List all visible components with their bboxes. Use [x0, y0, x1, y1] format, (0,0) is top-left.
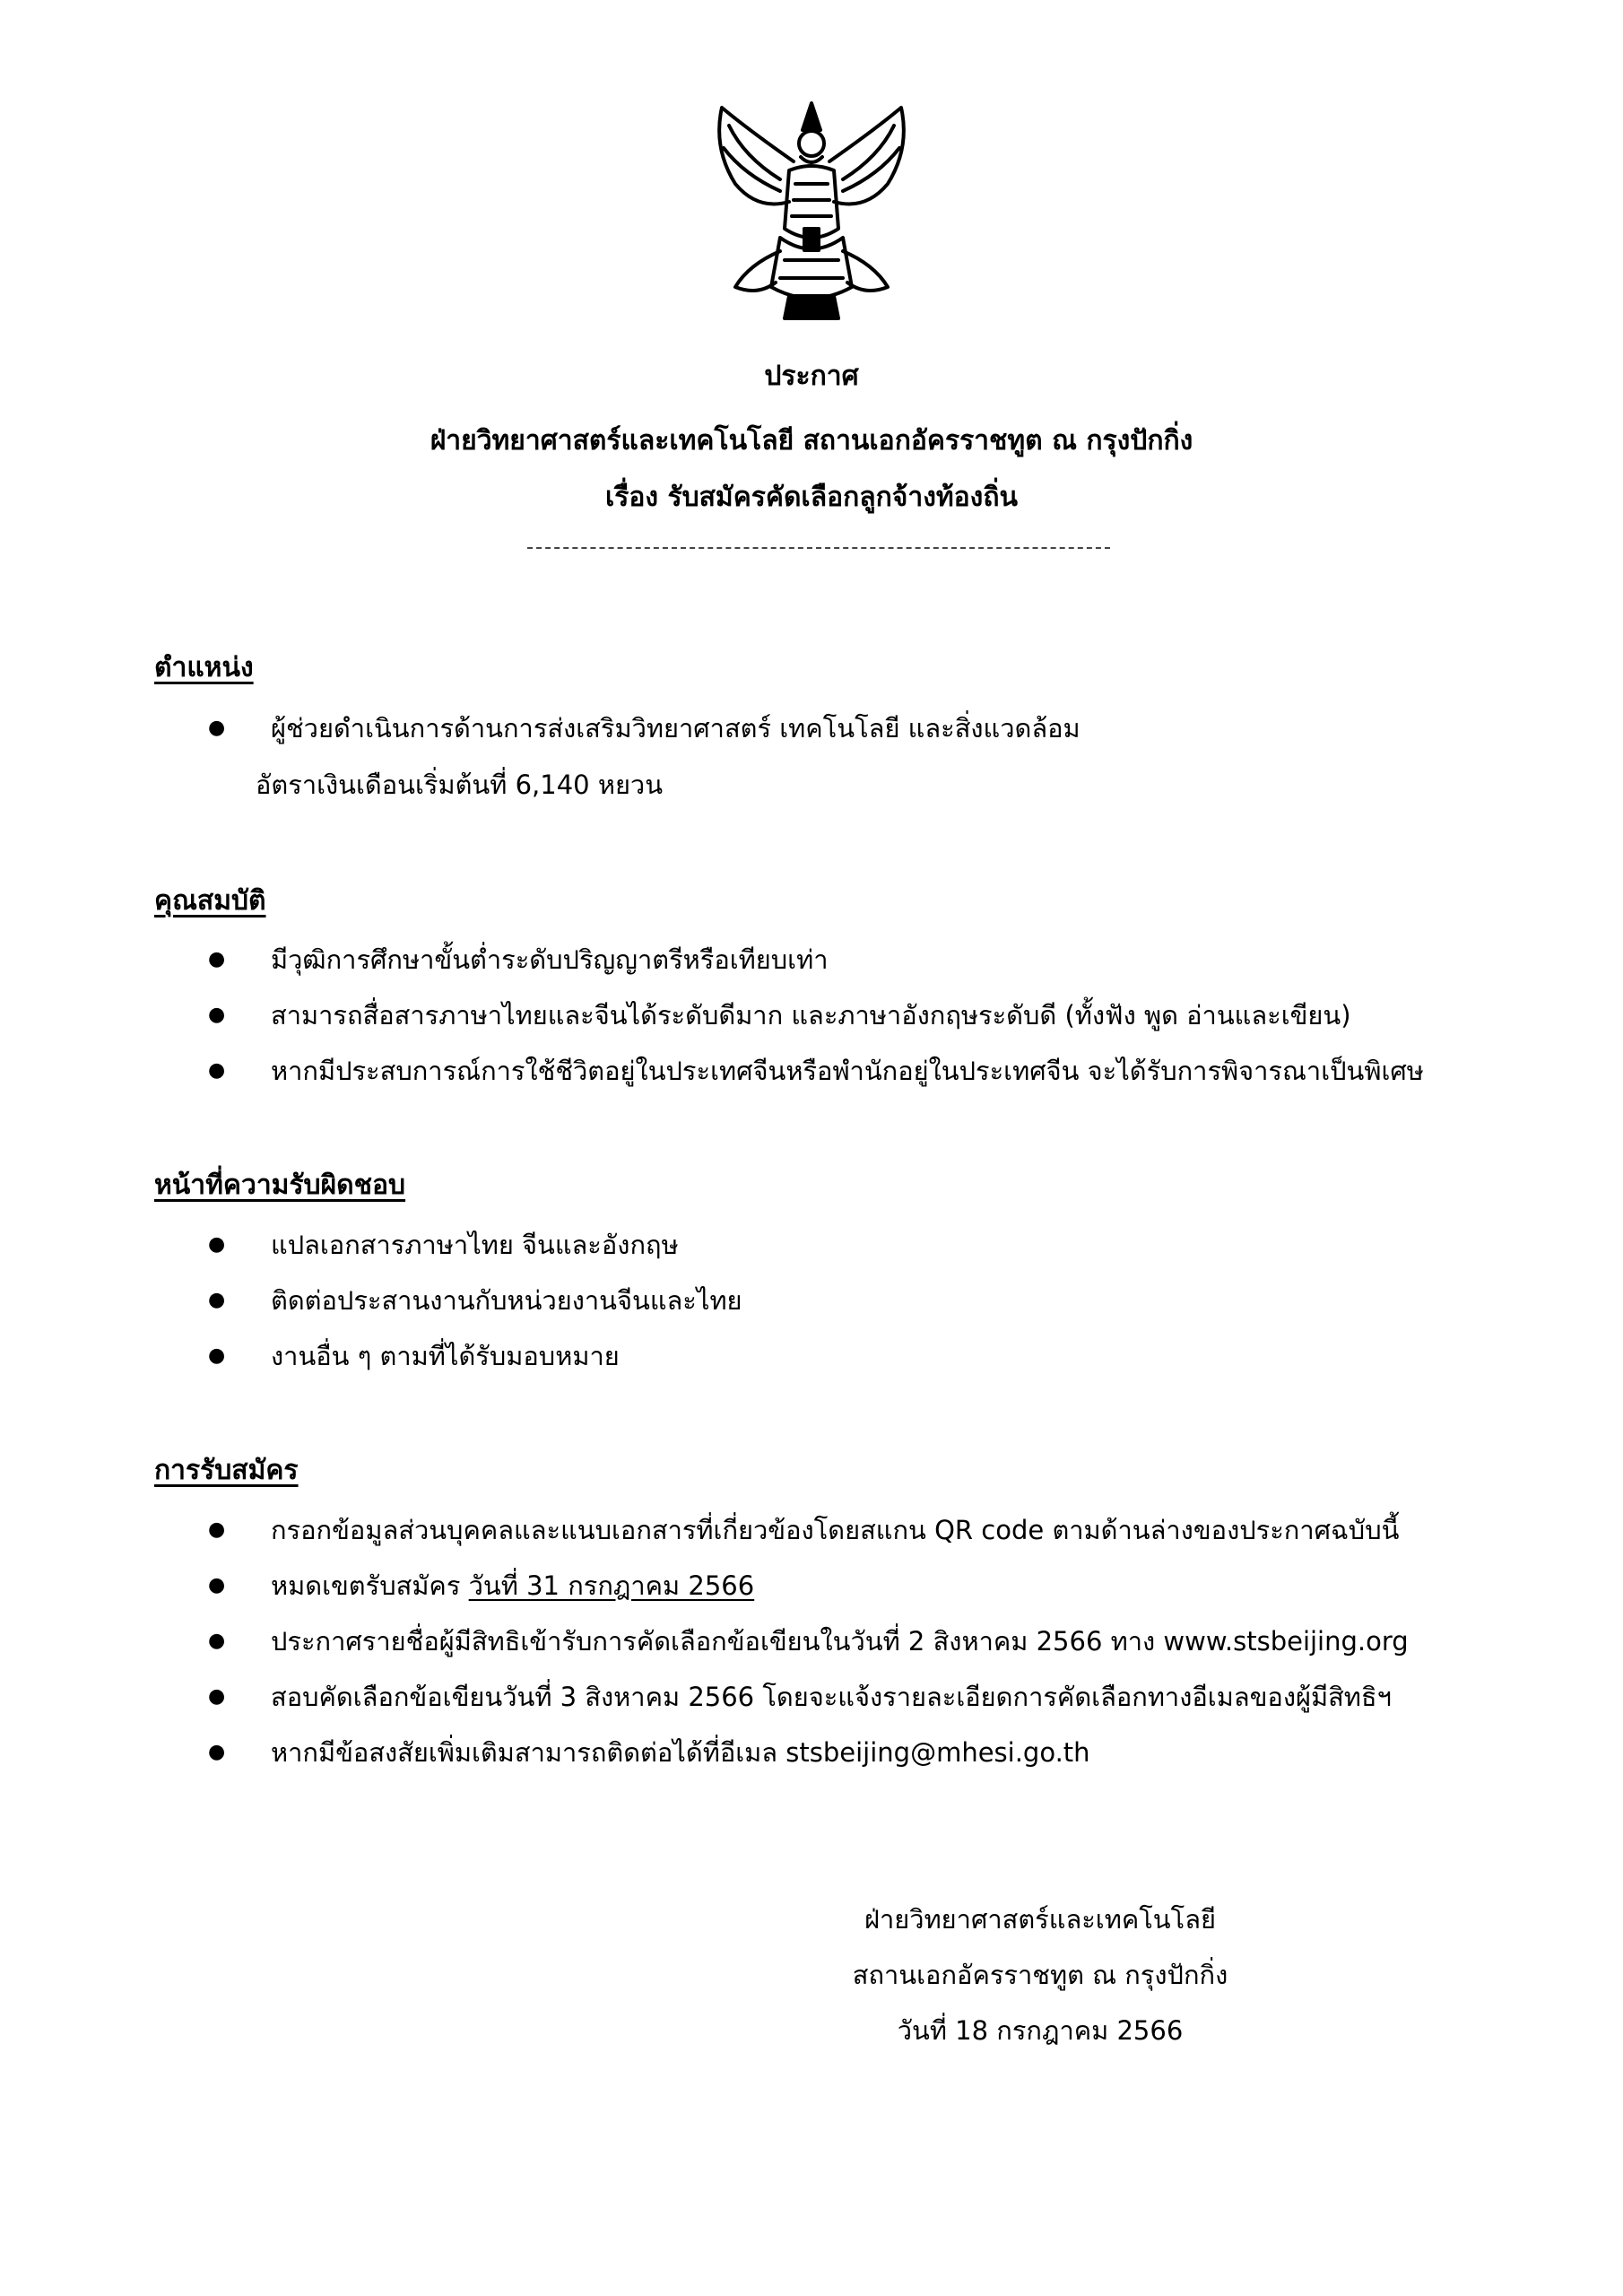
subject-title: เรื่อง รับสมัครคัดเลือกลูกจ้างท้องถิ่น — [604, 482, 1018, 513]
signature-date: วันที่ 18 กรกฎาคม 2566 — [897, 2015, 1184, 2046]
list-item-text — [271, 1568, 754, 1604]
list-item-text: กรอกข้อมูลส่วนบุคคลและแนบเอกสารที่เกี่ยวข้องโดยสแกน QR code ตามด้านล่างของประกาศฉบับนี้ — [271, 1515, 1400, 1545]
list-item-text: สอบคัดเลือกข้อเขียนวันที่ 3 สิงหาคม 2566 โดยจะแจ้งรายละเอียดการคัดเลือกทางอีเมลของผู้มีสิทธิฯ — [271, 1682, 1392, 1712]
salary-text: อัตราเงินเดือนเริ่มต้นที่ 6,140 หยวน — [256, 770, 664, 800]
deadline-date: วันที่ 31 กรกฎาคม 2566 — [468, 1570, 755, 1601]
list-item-text: สามารถสื่อสารภาษาไทยและจีนได้ระดับดีมาก และภาษาอังกฤษระดับดี (ทั้งฟัง พูด อ่านและเขียน) — [271, 1000, 1351, 1031]
header-divider — [527, 547, 1110, 549]
bullet-icon: ● — [208, 1630, 226, 1652]
bullet-icon: ● — [208, 1059, 226, 1082]
signature-embassy: สถานเอกอัครราชทูต ณ กรุงปักกิ่ง — [852, 1960, 1228, 1990]
section-title-qualifications: คุณสมบัติ — [154, 885, 266, 917]
announcement-heading: ประกาศ — [764, 361, 859, 392]
bullet-icon: ● — [208, 717, 226, 739]
bullet-icon: ● — [208, 1518, 226, 1541]
signature-department: ฝ่ายวิทยาศาสตร์และเทคโนโลยี — [864, 1904, 1216, 1935]
list-item-text: งานอื่น ๆ ตามที่ได้รับมอบหมาย — [271, 1341, 620, 1371]
bullet-icon: ● — [208, 1289, 226, 1311]
list-item-text: แปลเอกสารภาษาไทย จีนและอังกฤษ — [271, 1230, 679, 1260]
section-title-duties: หน้าที่ความรับผิดชอบ — [154, 1170, 406, 1201]
list-item-text: ประกาศรายชื่อผู้มีสิทธิเข้ารับการคัดเลือกข้อเขียนในวันที่ 2 สิงหาคม 2566 ทาง www.stsbeijing.org — [271, 1626, 1409, 1657]
section-title-application: การรับสมัคร — [154, 1455, 299, 1486]
section-title-position: ตำแหน่ง — [154, 652, 254, 683]
bullet-icon: ● — [208, 1741, 226, 1763]
list-item-text: ผู้ช่วยดำเนินการด้านการส่งเสริมวิทยาศาสตร์ เทคโนโลยี และสิ่งแวดล้อม — [271, 713, 1081, 744]
bullet-icon: ● — [208, 1344, 226, 1367]
garuda-emblem-icon — [695, 94, 928, 327]
department-title: ฝ่ายวิทยาศาสตร์และเทคโนโลยี สถานเอกอัครราชทูต ณ กรุงปักกิ่ง — [430, 425, 1193, 457]
list-item-text: มีวุฒิการศึกษาขั้นต่ำระดับปริญญาตรีหรือเทียบเท่า — [271, 944, 829, 975]
bullet-icon: ● — [208, 1574, 226, 1596]
list-item-text: ติดต่อประสานงานกับหน่วยงานจีนและไทย — [271, 1285, 742, 1316]
bullet-icon: ● — [208, 1004, 226, 1026]
bullet-icon: ● — [208, 948, 226, 970]
bullet-icon: ● — [208, 1685, 226, 1708]
list-item-text: หากมีประสบการณ์การใช้ชีวิตอยู่ในประเทศจีนหรือพำนักอยู่ในประเทศจีน จะได้รับการพิจารณาเป็นพิเศษ — [271, 1056, 1424, 1086]
deadline-label: หมดเขตรับสมัคร — [271, 1570, 469, 1601]
bullet-icon: ● — [208, 1233, 226, 1256]
list-item-text: หากมีข้อสงสัยเพิ่มเติมสามารถติดต่อได้ที่อีเมล stsbeijing@mhesi.go.th — [271, 1737, 1090, 1768]
